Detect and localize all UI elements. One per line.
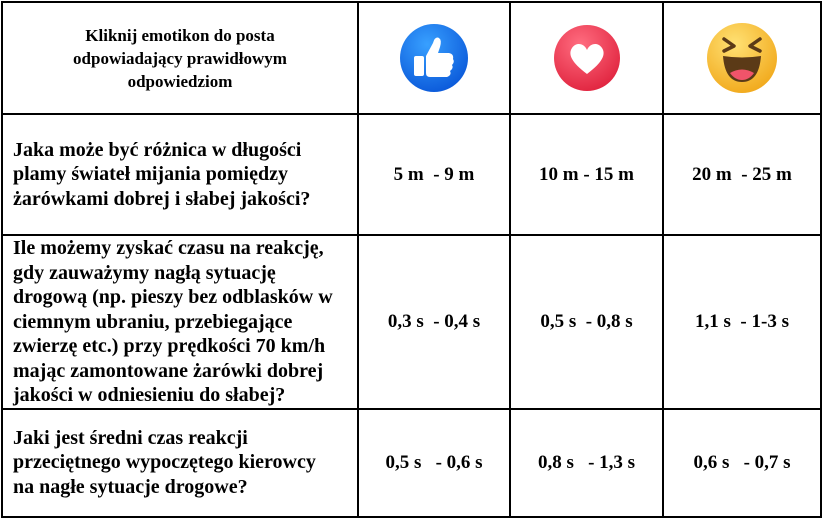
answer-cell: 0,6 s - 0,7 s [663, 409, 821, 517]
question-line: drogową (np. pieszy bez odblasków w [13, 286, 333, 308]
haha-reaction-cell[interactable] [663, 2, 821, 114]
question-line: Jaka może być różnica w długości [13, 138, 302, 161]
question-line: przeciętnego wypoczętego kierowcy [13, 451, 316, 474]
question-line: gdy zauważymy nagłą sytuację [13, 261, 276, 284]
question-line: mając zamontowane żarówki dobrej [13, 359, 324, 382]
answer-cell: 0,5 s - 0,8 s [510, 235, 663, 409]
love-reaction-cell[interactable] [510, 2, 663, 114]
answer-cell: 0,5 s - 0,6 s [358, 409, 510, 517]
answer-cell: 10 m - 15 m [510, 114, 663, 235]
heart-icon[interactable] [553, 24, 621, 92]
thumbs-up-icon[interactable] [399, 23, 469, 93]
question-line: Jaki jest średni czas reakcji [13, 426, 248, 449]
question-line: na nagłe sytuacje drogowe? [13, 475, 248, 498]
instruction-line: Kliknij emotikon do posta [85, 25, 275, 45]
table-row [2, 114, 821, 235]
question-line: plamy świateł mijania pomiędzy [13, 163, 288, 186]
question-line: żarówkami dobrej i słabej jakości? [13, 187, 311, 210]
like-reaction-cell[interactable] [358, 2, 510, 114]
instruction-line: odpowiadający prawidłowym [73, 48, 287, 68]
answer-cell: 0,8 s - 1,3 s [510, 409, 663, 517]
answer-cell: 5 m - 9 m [358, 114, 510, 235]
question-line: ciemnym ubraniu, przebiegające [13, 310, 293, 333]
table-row [2, 409, 821, 517]
question-line: Ile możemy zyskać czasu na reakcję, [13, 237, 324, 259]
laughing-face-icon[interactable] [706, 22, 778, 94]
quiz-table [1, 1, 822, 518]
question-cell [2, 235, 358, 409]
answer-cell: 0,3 s - 0,4 s [358, 235, 510, 409]
answer-cell: 1,1 s - 1-3 s [663, 235, 821, 409]
instruction-cell [2, 2, 358, 114]
answer-cell: 20 m - 25 m [663, 114, 821, 235]
header-row [2, 2, 821, 114]
question-cell [2, 114, 358, 235]
question-line: zwierzę etc.) przy prędkości 70 km/h [13, 335, 326, 357]
question-cell [2, 409, 358, 517]
instruction-line: odpowiedziom [127, 71, 233, 91]
question-line: jakości w odniesieniu do słabej? [13, 384, 286, 406]
table-row [2, 235, 821, 409]
